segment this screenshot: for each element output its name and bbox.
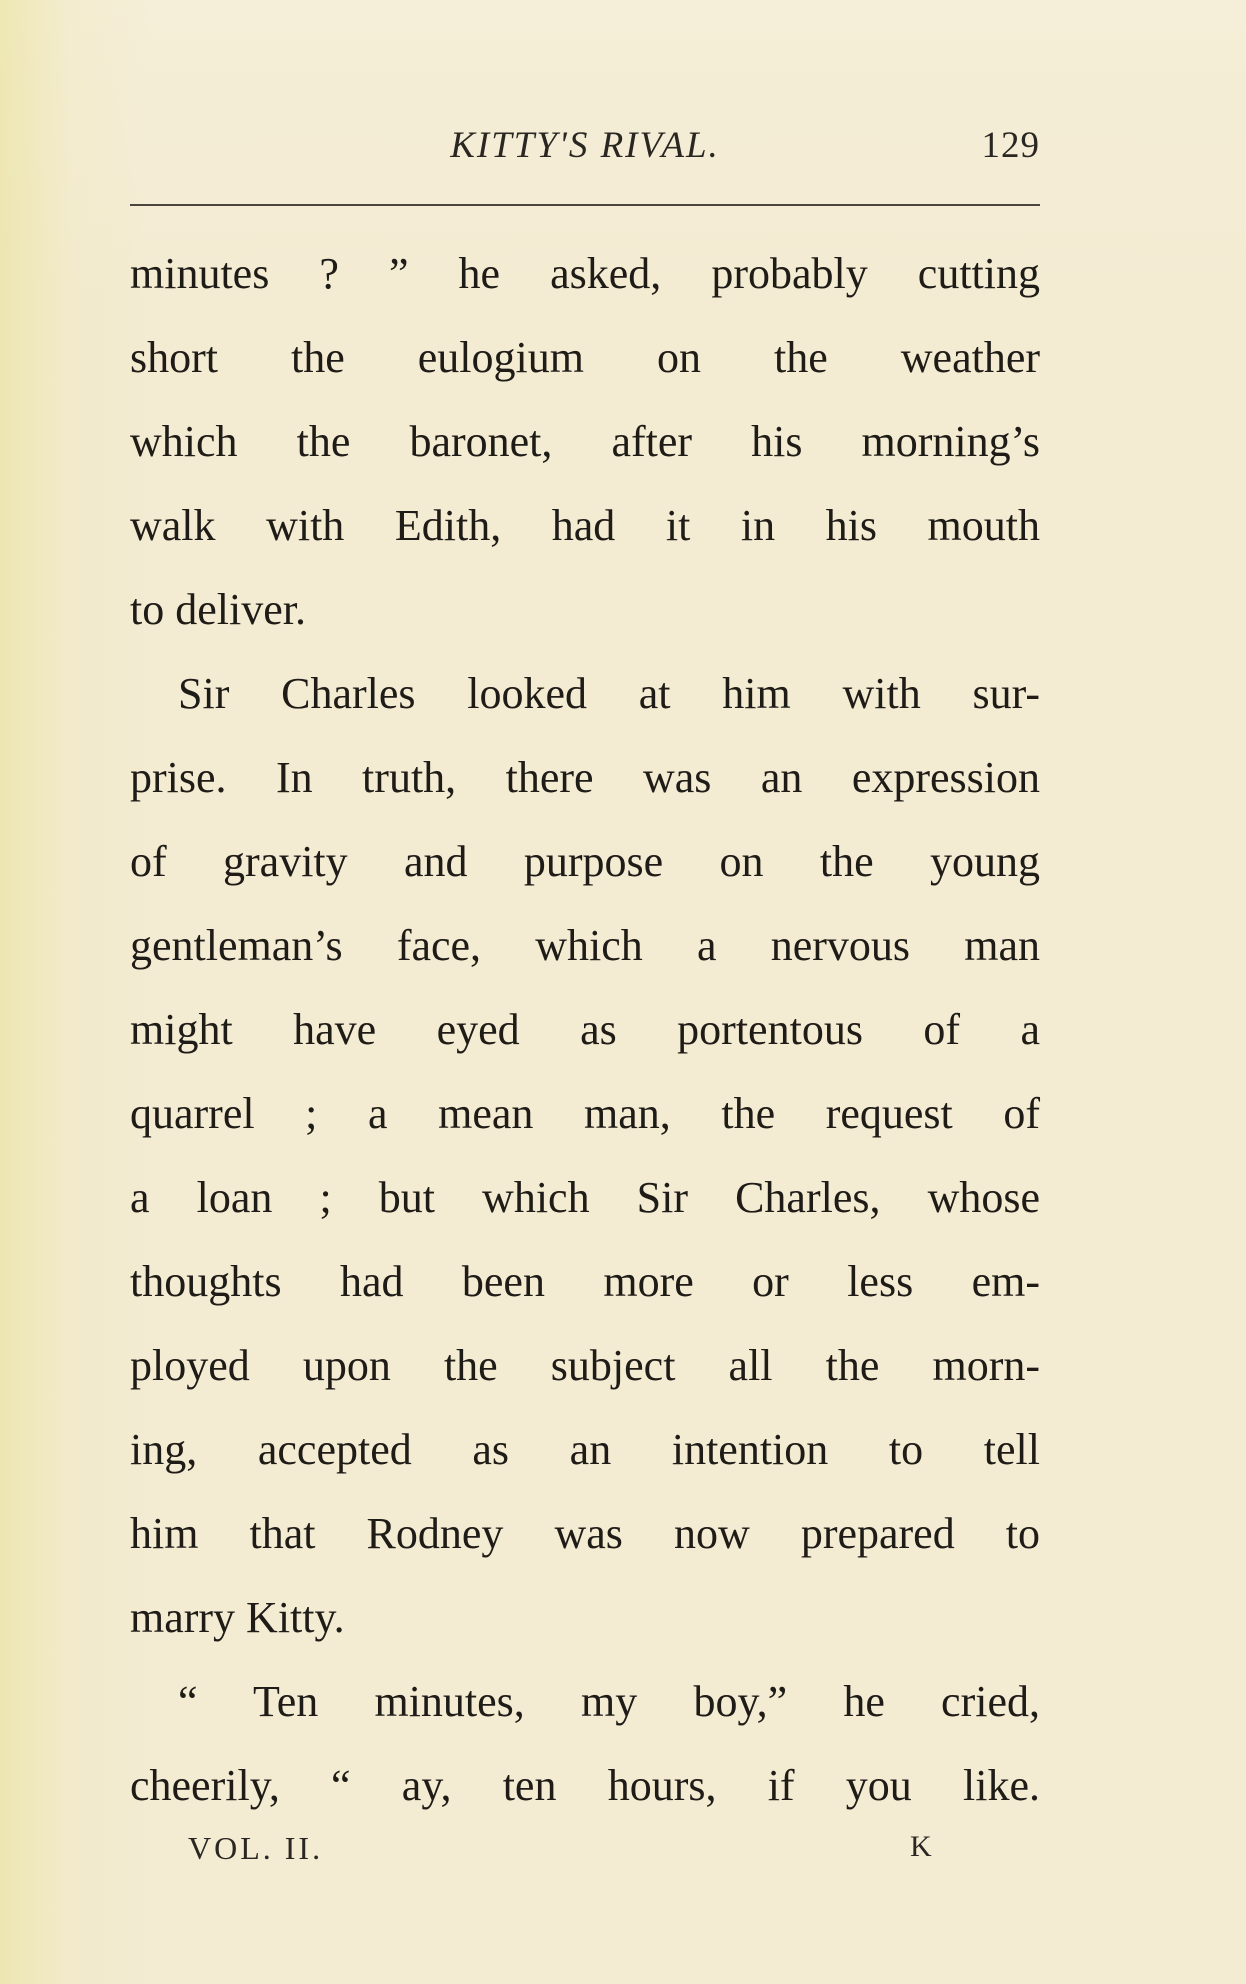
text-line: ployed upon the subject all the morn- [130,1341,1040,1390]
text-line: short the eulogium on the weather [130,333,1040,382]
text-line: Sir Charles looked at him with sur- [178,669,1040,718]
text-line: “ Ten minutes, my boy,” he cried, [178,1677,1040,1726]
page-number: 129 [981,125,1040,166]
text-line: gentleman’s face, which a nervous man [130,921,1040,970]
header-rule [130,204,1040,206]
text-line: prise. In truth, there was an expression [130,753,1040,802]
text-line: walk with Edith, had it in his mouth [130,501,1040,550]
text-line: marry Kitty. [130,1593,345,1642]
text-line: quarrel ; a mean man, the request of [130,1089,1040,1138]
volume-label: VOL. II. [188,1830,324,1866]
text-line: thoughts had been more or less em- [130,1257,1040,1306]
running-title: KITTY'S RIVAL. [450,125,720,166]
text-line: a loan ; but which Sir Charles, whose [130,1173,1040,1222]
running-head [130,124,1040,180]
text-line: him that Rodney was now prepared to [130,1509,1040,1558]
text-line: ing, accepted as an intention to tell [130,1425,1040,1474]
text-line: minutes ? ” he asked, probably cutting [130,249,1040,298]
text-line: cheerily, “ ay, ten hours, if you like. [130,1761,1040,1810]
text-line: might have eyed as portentous of a [130,1005,1040,1054]
signature-mark: K [910,1830,932,1863]
text-line: of gravity and purpose on the young [130,837,1040,886]
body-text [130,232,1040,1828]
text-line: which the baronet, after his morning’s [130,417,1040,466]
text-line: to deliver. [130,585,306,634]
page-footer [130,1830,1040,1880]
